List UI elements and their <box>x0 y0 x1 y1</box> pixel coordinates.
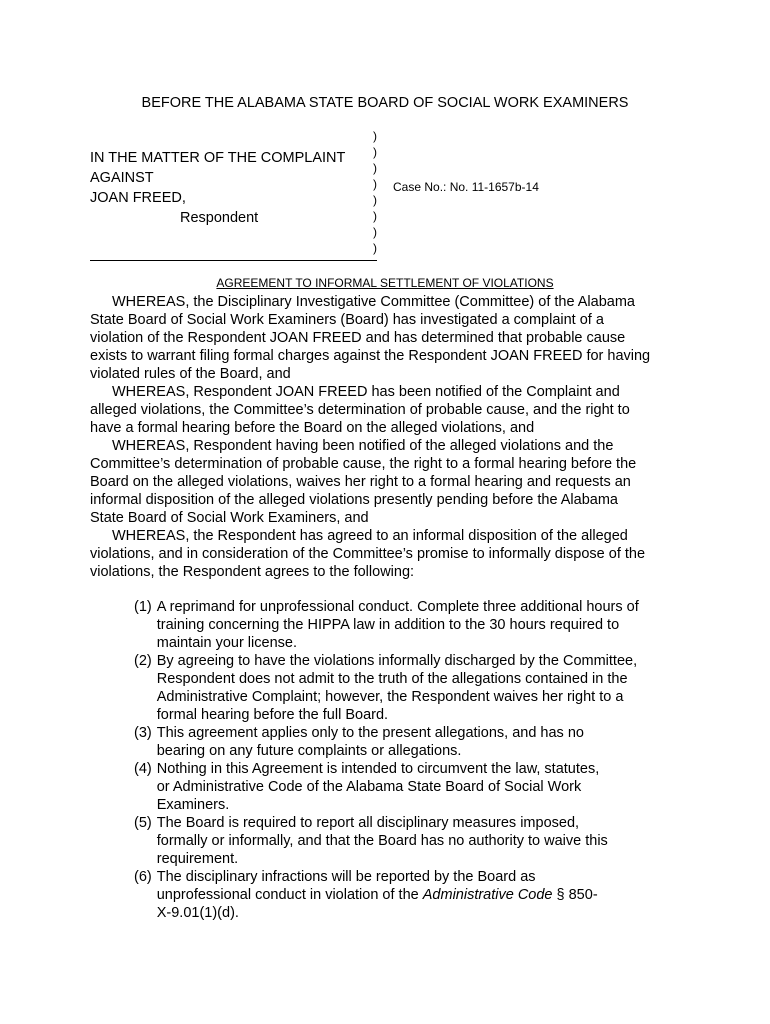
paren: ) <box>373 193 377 207</box>
paren: ) <box>373 161 377 175</box>
text-line: X-9.01(1)(d). <box>156 905 239 921</box>
paren: ) <box>373 129 377 143</box>
text-line: State Board of Social Work Examiners, and <box>90 510 369 526</box>
list-item <box>134 760 694 814</box>
text-line: violations, and in consideration of the Committee’s promise to informally dispose of the <box>90 546 646 562</box>
item-text <box>157 760 694 814</box>
text-line: WHEREAS, Respondent JOAN FREED has been notified of the Complaint and <box>112 384 620 400</box>
text-line: or Administrative Code of the Alabama State Board of Social Work <box>156 779 582 795</box>
item-number: (2) <box>134 653 152 669</box>
document-title: BEFORE THE ALABAMA STATE BOARD OF SOCIAL WORK EXAMINERS <box>141 95 629 111</box>
text-line: training concerning the HIPPA law in addition to the 30 hours required to <box>156 617 620 633</box>
item-text <box>157 652 694 724</box>
list-item <box>134 598 694 652</box>
text-line: WHEREAS, Respondent having been notified of the alleged violations and the <box>112 438 614 454</box>
text-line: requirement. <box>156 851 239 867</box>
terms-list <box>134 598 694 922</box>
text-line: exists to warrant filing formal charges against the Respondent JOAN FREED for having <box>90 348 651 364</box>
whereas-clause-2 <box>90 383 690 437</box>
text-line: violations, the Respondent agrees to the following: <box>90 564 415 580</box>
caption-underline <box>90 260 377 261</box>
text-line: informal disposition of the alleged violations presently pending before the Alabama <box>90 492 618 508</box>
list-item <box>134 814 694 868</box>
text-line <box>157 886 694 904</box>
text-line: State Board of Social Work Examiners (Board) has investigated a complaint of a <box>90 312 604 328</box>
text-line: maintain your license. <box>156 635 297 651</box>
text-line: violation of the Respondent JOAN FREED and has determined that probable cause <box>90 330 626 346</box>
caption-line-3: JOAN FREED, <box>90 190 186 206</box>
case-caption <box>90 148 345 228</box>
text-line: The disciplinary infractions will be reported by the Board as <box>156 869 536 885</box>
text-line: This agreement applies only to the present allegations, and has no <box>156 725 584 741</box>
whereas-clause-4 <box>90 527 690 581</box>
text-line: formally or informally, and that the Board has no authority to waive this <box>156 833 608 849</box>
item-text <box>157 814 694 868</box>
caption-line-1: IN THE MATTER OF THE COMPLAINT <box>90 150 346 166</box>
text-line: Administrative Complaint; however, the Respondent waives her right to a <box>156 689 624 705</box>
text-line: alleged violations, the Committee’s determination of probable cause, and the right to <box>90 402 630 418</box>
agreement-subtitle: AGREEMENT TO INFORMAL SETTLEMENT OF VIOLATIONS <box>216 276 554 290</box>
caption-respondent: Respondent <box>180 210 259 226</box>
item-text <box>157 598 694 652</box>
whereas-clause-3 <box>90 437 690 527</box>
caption-parentheses <box>373 128 377 256</box>
text-line: violated rules of the Board, and <box>90 366 291 382</box>
case-number: Case No.: No. 11-1657b-14 <box>393 180 539 194</box>
caption-line-2: AGAINST <box>90 170 154 186</box>
item-text <box>157 724 694 760</box>
list-item <box>134 724 694 760</box>
text-run: § 850- <box>552 887 598 903</box>
text-line: Committee’s determination of probable cause, the right to a formal hearing before the <box>90 456 637 472</box>
item-number: (3) <box>134 725 152 741</box>
whereas-clauses <box>90 293 690 581</box>
item-number: (4) <box>134 761 152 777</box>
list-item <box>134 652 694 724</box>
whereas-clause-1 <box>90 293 690 383</box>
text-line: The Board is required to report all disciplinary measures imposed, <box>156 815 580 831</box>
text-line: WHEREAS, the Disciplinary Investigative Committee (Committee) of the Alabama <box>112 294 635 310</box>
text-line: Respondent does not admit to the truth of the allegations contained in the <box>156 671 628 687</box>
paren: ) <box>373 145 377 159</box>
list-item <box>134 868 694 922</box>
text-line: formal hearing before the full Board. <box>156 707 389 723</box>
paren: ) <box>373 225 377 239</box>
text-line: WHEREAS, the Respondent has agreed to an informal disposition of the alleged <box>112 528 628 544</box>
text-line: By agreeing to have the violations informally discharged by the Committee, <box>156 653 638 669</box>
code-reference: Administrative Code <box>422 887 553 903</box>
text-line: Examiners. <box>156 797 230 813</box>
item-number: (5) <box>134 815 152 831</box>
paren: ) <box>373 209 377 223</box>
text-line: A reprimand for unprofessional conduct. Complete three additional hours of <box>156 599 639 615</box>
text-line: Board on the alleged violations, waives her right to a formal hearing and requests an <box>90 474 631 490</box>
item-number: (1) <box>134 599 152 615</box>
item-text <box>157 868 694 922</box>
text-run: unprofessional conduct in violation of the <box>156 887 423 903</box>
text-line: have a formal hearing before the Board on the alleged violations, and <box>90 420 535 436</box>
paren: ) <box>373 241 377 255</box>
text-line: bearing on any future complaints or allegations. <box>156 743 462 759</box>
text-line: Nothing in this Agreement is intended to circumvent the law, statutes, <box>156 761 600 777</box>
item-number: (6) <box>134 869 152 885</box>
paren: ) <box>373 177 377 191</box>
